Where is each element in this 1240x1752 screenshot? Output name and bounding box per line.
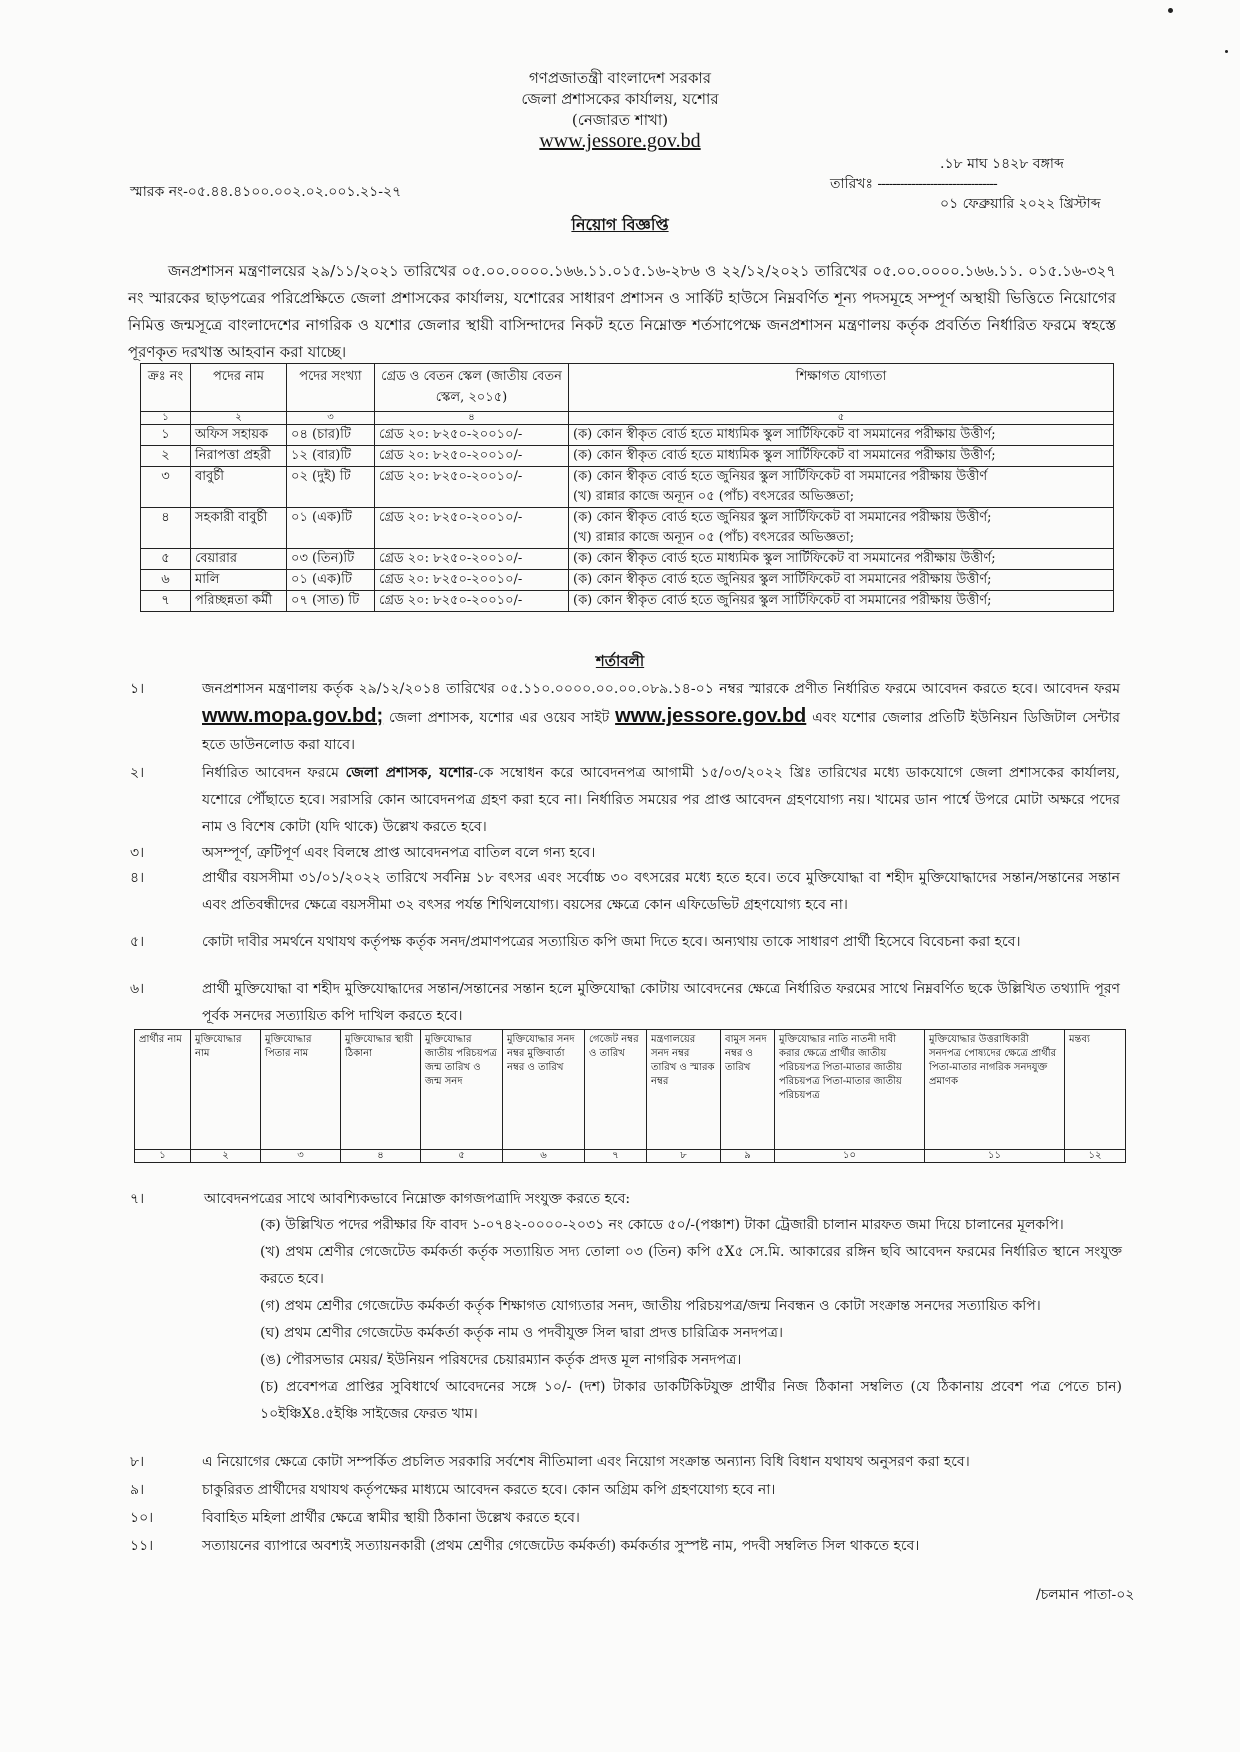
condition-text-part: নির্ধারিত আবেদন ফরমে: [202, 765, 339, 781]
scan-speck: [1168, 8, 1173, 13]
date-line: --------------------------------: [877, 176, 997, 192]
table-row: [141, 549, 1114, 570]
conditions-title: শর্তাবলী: [595, 652, 645, 670]
memo-number: স্মারক নং-০৫.৪৪.৪১০০.০০২.০২.০০১.২১-২৭: [130, 184, 402, 200]
condition-text-part: জেলা প্রশাসক, যশোর এর ওয়েব সাইট: [388, 710, 610, 726]
column-number: ২: [191, 412, 287, 425]
jessore-website-link[interactable]: www.jessore.gov.bd: [615, 705, 807, 727]
document-item-ga: (গ) প্রথম শ্রেণীর গেজেটেড কর্মকর্তা কর্তৃক শিক্ষাগত যোগ্যতার সনদ, জাতীয় পরিচয়পত্র/জন্ম নিবন্ধন ও কোটা সংক্রান্ত সনদের সত্যায়িত কপি।: [260, 1298, 1041, 1314]
ff-header-cell: মুক্তিযোদ্ধার উত্তরাধিকারী সনদপত্র পোষ্যদের ক্ষেত্রে প্রার্থীর পিতা-মাতার নাগরিক সনদযুক্ত প্রমাণক: [925, 1030, 1065, 1150]
row-grade: গ্রেড ২০: ৮২৫০-২০০১০/-: [375, 549, 569, 570]
ff-header-cell: মুক্তিযোদ্ধার স্থায়ী ঠিকানা: [341, 1030, 421, 1150]
condition-number: ৮।: [130, 1454, 145, 1470]
column-number: ৩: [287, 412, 375, 425]
header-post-count: পদের সংখ্যা: [287, 364, 375, 412]
row-serial: ১: [141, 425, 191, 446]
condition-number: ২।: [130, 765, 145, 781]
row-grade: গ্রেড ২০: ৮২৫০-২০০১০/-: [375, 570, 569, 591]
qualification-line: (ক) কোন স্বীকৃত বোর্ড হতে জুনিয়র স্কুল সার্টিফিকেট বা সমমানের পরীক্ষায় উত্তীর্ণ;: [573, 572, 992, 587]
column-number: ৭: [585, 1150, 647, 1163]
condition-number: ১।: [130, 681, 145, 697]
row-qualification: [569, 446, 1114, 467]
ff-header-cell: মুক্তিযোদ্ধার নাতি নাতনী দাবী করার ক্ষেত্রে প্রার্থীর জাতীয় পরিচয়পত্র পিতা-মাতার জাতীয় পরিচয়পত্র পিতা-মাতার জাতীয় পরিচয়পত্র: [775, 1030, 925, 1150]
row-post-name: নিরাপত্তা প্রহরী: [191, 446, 287, 467]
condition-10: [130, 1505, 1120, 1532]
row-qualification: [569, 591, 1114, 612]
ff-header-cell: গেজেট নম্বর ও তারিখ: [585, 1030, 647, 1150]
condition-number: ১১।: [130, 1538, 154, 1554]
qualification-line: (ক) কোন স্বীকৃত বোর্ড হতে মাধ্যমিক স্কুল সার্টিফিকেট বা সমমানের পরীক্ষায় উত্তীর্ণ;: [573, 551, 996, 566]
column-number: ১: [141, 412, 191, 425]
condition-text: আবেদনপত্রের সাথে আবশ্যিকভাবে নিম্নোক্ত কাগজপত্রাদি সংযুক্ত করতে হবে:: [204, 1191, 631, 1207]
row-post-name: সহকারী বাবুর্চী: [191, 508, 287, 549]
row-qualification: [569, 467, 1114, 508]
row-post-name: পরিচ্ছন্নতা কর্মী: [191, 591, 287, 612]
ff-header-cell: মুক্তিযোদ্ধার পিতার নাম: [261, 1030, 341, 1150]
condition-2: [130, 760, 1120, 841]
qualification-line: (ক) কোন স্বীকৃত বোর্ড হতে জুনিয়র স্কুল সার্টিফিকেট বা সমমানের পরীক্ষায় উত্তীর্ণ;: [573, 510, 992, 525]
document-item-ka: (ক) উল্লিখিত পদের পরীক্ষার ফি বাবদ ১-০৭৪২-০০০০-২০৩১ নং কোডে ৫০/-(পঞ্চাশ) টাকা ট্রেজারী চালান মারফত জমা দিয়ে চালানের মূলকপি।: [260, 1217, 1064, 1233]
table-row: [141, 467, 1114, 508]
row-post-count: ০৪ (চার)টি: [287, 425, 375, 446]
row-post-count: ০৭ (সাত) টি: [287, 591, 375, 612]
qualification-line: (ক) কোন স্বীকৃত বোর্ড হতে মাধ্যমিক স্কুল সার্টিফিকেট বা সমমানের পরীক্ষায় উত্তীর্ণ;: [573, 427, 996, 442]
condition-text: [202, 760, 1120, 841]
header-serial: ক্রঃ নং: [141, 364, 191, 412]
table-row: [141, 446, 1114, 467]
row-qualification: [569, 570, 1114, 591]
row-serial: ৭: [141, 591, 191, 612]
document-item-cha: (চ) প্রবেশপত্র প্রাপ্তির সুবিধার্থে আবেদনের সঙ্গে ১০/- (দশ) টাকার ডাকটিকিটযুক্ত প্রার্থীর নিজ ঠিকানা সম্বলিত (যে ঠিকানায় প্রবেশ পত্র পেতে চান) ১০ইঞ্চিX৪.৫ইঞ্চি সাইজের ফেরত খাম।: [260, 1379, 1122, 1422]
condition-8: [130, 1449, 1120, 1476]
ff-header-cell: মুক্তিযোদ্ধার নাম: [191, 1030, 261, 1150]
continuation-note: /চলমান পাতা-০২: [1036, 1587, 1135, 1603]
row-qualification: [569, 549, 1114, 570]
condition-1: [130, 676, 1120, 759]
condition-text: কোটা দাবীর সমর্থনে যথাযথ কর্তৃপক্ষ কর্তৃক সনদ/প্রমাণপত্রের সত্যায়িত কপি জমা দিতে হবে। অন্যথায় তাকে সাধারণ প্রার্থী হিসেবে বিবেচনা করা হবে।: [202, 934, 1021, 950]
row-qualification: [569, 425, 1114, 446]
row-serial: ৪: [141, 508, 191, 549]
column-number: ৪: [375, 412, 569, 425]
column-number: ৫: [569, 412, 1114, 425]
document-list: [260, 1212, 1122, 1428]
condition-text: চাকুরিরত প্রার্থীদের যথাযথ কর্তৃপক্ষের মাধ্যমে আবেদন করতে হবে। কোন অগ্রিম কপি গ্রহণযোগ্য হবে না।: [202, 1482, 776, 1498]
condition-number: ৪।: [130, 870, 145, 886]
column-number: ১২: [1065, 1150, 1126, 1163]
condition-number: ১০।: [130, 1510, 154, 1526]
condition-3: [130, 840, 1120, 867]
condition-7: [130, 1186, 1120, 1213]
row-grade: গ্রেড ২০: ৮২৫০-২০০১০/-: [375, 508, 569, 549]
notice-title: নিয়োগ বিজ্ঞপ্তি: [571, 215, 669, 234]
row-post-count: ০১ (এক)টি: [287, 570, 375, 591]
ff-header-row: [135, 1030, 1126, 1150]
header-website: www.jessore.gov.bd: [539, 130, 701, 152]
qualification-line: (খ) রান্নার কাজে অন্যূন ০৫ (পাঁচ) বৎসরের অভিজ্ঞতা;: [573, 530, 855, 545]
table-row: [141, 570, 1114, 591]
row-post-count: ০১ (এক)টি: [287, 508, 375, 549]
row-grade: গ্রেড ২০: ৮২৫০-২০০১০/-: [375, 425, 569, 446]
posts-table: [140, 363, 1114, 612]
column-number: ৪: [341, 1150, 421, 1163]
column-number: ৯: [721, 1150, 775, 1163]
row-post-name: বাবুর্চী: [191, 467, 287, 508]
row-post-count: ০২ (দুই) টি: [287, 467, 375, 508]
condition-number: ৭।: [130, 1191, 145, 1207]
row-serial: ৫: [141, 549, 191, 570]
column-number: ১: [135, 1150, 191, 1163]
date-label: তারিখঃ: [830, 176, 873, 192]
header-office: জেলা প্রশাসকের কার্যালয়, যশোর: [521, 90, 719, 108]
column-number: ৫: [421, 1150, 503, 1163]
ff-header-cell: মন্ত্রণালয়ের সনদ নম্বর তারিখ ও স্মারক নম্বর: [647, 1030, 721, 1150]
freedom-fighter-table: [134, 1029, 1126, 1163]
row-qualification: [569, 508, 1114, 549]
ff-header-cell: মুক্তিযোদ্ধার সনদ নম্বর মুক্তিবার্তা নম্বর ও তারিখ: [503, 1030, 585, 1150]
row-post-name: অফিস সহায়ক: [191, 425, 287, 446]
column-number: ৮: [647, 1150, 721, 1163]
document-item-kha: (খ) প্রথম শ্রেণীর গেজেটেড কর্মকর্তা কর্তৃক সত্যায়িত সদ্য তোলা ০৩ (তিন) কপি ৫X৫ সে.মি. আকারের রঙ্গিন ছবি আবেদন ফরমের নির্ধারিত স্থানে সংযুক্ত করতে হবে।: [260, 1244, 1122, 1287]
mopa-website-link[interactable]: www.mopa.gov.bd;: [202, 705, 384, 727]
row-post-count: ০৩ (তিন)টি: [287, 549, 375, 570]
ff-header-cell: বামুস সনদ নম্বর ও তারিখ: [721, 1030, 775, 1150]
table-row: [141, 508, 1114, 549]
posts-header-row: [141, 364, 1114, 412]
column-number: ২: [191, 1150, 261, 1163]
condition-number: ৯।: [130, 1482, 145, 1498]
table-row: [141, 591, 1114, 612]
condition-6: [130, 976, 1120, 1030]
header-government: গণপ্রজাতন্ত্রী বাংলাদেশ সরকার: [528, 69, 712, 87]
condition-5: [130, 929, 1120, 956]
column-number: ১০: [775, 1150, 925, 1163]
header-section: (নেজারত শাখা): [571, 111, 669, 129]
date-block: [830, 154, 1101, 214]
addressee-bold: জেলা প্রশাসক, যশোর: [345, 765, 474, 781]
office-header: [0, 68, 1240, 152]
condition-text-part: জনপ্রশাসন মন্ত্রণালয় কর্তৃক ২৯/১২/২০১৪ তারিখের ০৫.১১০.০০০০.০০.০০.০৮৯.১৪-০১ নম্বর স্মারকে প্রণীত নির্ধারিত ফরমে আবেদন করতে হবে। আবেদন ফরম: [202, 681, 1120, 697]
date-bangla: .১৮ মাঘ ১৪২৮ বঙ্গাব্দ: [940, 156, 1064, 172]
table-row: [141, 425, 1114, 446]
header-qualification: শিক্ষাগত যোগ্যতা: [569, 364, 1114, 412]
header-post-name: পদের নাম: [191, 364, 287, 412]
column-number: ১১: [925, 1150, 1065, 1163]
ff-number-row: [135, 1150, 1126, 1163]
condition-number: ৩।: [130, 845, 145, 861]
row-serial: ৬: [141, 570, 191, 591]
column-number: ৬: [503, 1150, 585, 1163]
qualification-line: (খ) রান্নার কাজে অন্যূন ০৫ (পাঁচ) বৎসরের অভিজ্ঞতা;: [573, 489, 855, 504]
qualification-line: (ক) কোন স্বীকৃত বোর্ড হতে জুনিয়র স্কুল সার্টিফিকেট বা সমমানের পরীক্ষায় উত্তীর্ণ;: [573, 593, 992, 608]
condition-text-part: এবং যশোর জেলার প্রতিটি ইউনিয়ন ডিজিটাল সেন্টার হতে ডাউনলোড করা যাবে।: [202, 710, 1121, 753]
qualification-line: (ক) কোন স্বীকৃত বোর্ড হতে জুনিয়র স্কুল সার্টিফিকেট বা সমমানের পরীক্ষায় উত্তীর্ণ: [573, 469, 988, 484]
condition-text: অসম্পূর্ণ, ত্রুটিপূর্ণ এবং বিলম্বে প্রাপ্ত আবেদনপত্র বাতিল বলে গন্য হবে।: [202, 845, 596, 861]
row-serial: ৩: [141, 467, 191, 508]
condition-text: প্রার্থীর বয়সসীমা ৩১/০১/২০২২ তারিখে সর্বনিম্ন ১৮ বৎসর এবং সর্বোচ্চ ৩০ বৎসরের মধ্যে হতে হবে। তবে মুক্তিযোদ্ধা বা শহীদ মুক্তিযোদ্ধাদের সন্তান/সন্তানের সন্তান এবং প্রতিবন্ধীদের ক্ষেত্রে বয়সসীমা ৩২ বৎসর পর্যন্ত শিথিলযোগ্য। বয়সের ক্ষেত্রে কোন এফিডেভিট গ্রহণযোগ্য হবে না।: [202, 870, 1120, 913]
row-grade: গ্রেড ২০: ৮২৫০-২০০১০/-: [375, 446, 569, 467]
condition-11: [130, 1533, 1120, 1560]
condition-number: ৬।: [130, 981, 145, 997]
document-item-gha: (ঘ) প্রথম শ্রেণীর গেজেটেড কর্মকর্তা কর্তৃক নাম ও পদবীযুক্ত সিল দ্বারা প্রদত্ত চারিত্রিক সনদপত্র।: [260, 1325, 783, 1341]
condition-number: ৫।: [130, 934, 145, 950]
condition-text: প্রার্থী মুক্তিযোদ্ধা বা শহীদ মুক্তিযোদ্ধাদের সন্তান/সন্তানের সন্তান হলে মুক্তিযোদ্ধা কোটায় আবেদনের ক্ষেত্রে নির্ধারিত ফরমের সাথে নিম্নবর্ণিত ছকে উল্লিখিত তথ্যাদি পূরণ পূর্বক সনদের সত্যায়িত কপি দাখিল করতে হবে।: [202, 981, 1120, 1024]
row-post-name: বেয়ারার: [191, 549, 287, 570]
condition-text: সত্যায়নের ব্যাপারে অবশ্যই সত্যায়নকারী (প্রথম শ্রেণীর গেজেটেড কর্মকর্তা) কর্মকর্তার সুস্পষ্ট নাম, পদবী সম্বলিত সিল থাকতে হবে।: [202, 1538, 920, 1554]
intro-paragraph: জনপ্রশাসন মন্ত্রণালয়ের ২৯/১১/২০২১ তারিখের ০৫.০০.০০০০.১৬৬.১১.০১৫.১৬-২৮৬ ও ২২/১২/২০২১ তারিখের ০৫.০০.০০০০.১৬৬.১১. ০১৫.১৬-৩২৭ নং স্মারকের ছাড়পত্রের পরিপ্রেক্ষিতে জেলা প্রশাসকের কার্যালয়, যশোরের সাধারণ প্রশাসন ও সার্কিট হাউসে নিম্নবর্ণিত শূন্য পদসমূহে সম্পূর্ণ অস্থায়ী ভিত্তিতে নিয়োগের নিমিত্ত জন্মসূত্রে বাংলাদেশের নাগরিক ও যশোর জেলার স্থায়ী বাসিন্দাদের নিকট হতে নিম্নোক্ত শর্তসাপেক্ষে জনপ্রশাসন মন্ত্রণালয় কর্তৃক প্রবর্তিত নির্ধারিত ফরমে স্বহস্তে পূরণকৃত দরখাস্ত আহবান করা যাচ্ছে।: [128, 262, 1116, 361]
condition-text-part: -কে সম্বোধন করে আবেদনপত্র আগামী ১৫/০৩/২০২২ খ্রিঃ তারিখের মধ্যে ডাকযোগে জেলা প্রশাসকের কার্যালয়, যশোরে পৌঁছাতে হবে। সরাসরি কোন আবেদনপত্র গ্রহণ করা হবে না। নির্ধারিত সময়ের পর প্রাপ্ত আবেদন গ্রহণযোগ্য নয়। খামের ডান পার্শ্বে উপরে মোটা অক্ষরে পদের নাম ও বিশেষ কোটা (যদি থাকে) উল্লেখ করতে হবে।: [202, 765, 1121, 835]
column-number: ৩: [261, 1150, 341, 1163]
posts-number-row: [141, 412, 1114, 425]
row-post-name: মালি: [191, 570, 287, 591]
document-item-uma: (ঙ) পৌরসভার মেয়র/ ইউনিয়ন পরিষদের চেয়ারম্যান কর্তৃক প্রদত্ত মূল নাগরিক সনদপত্র।: [260, 1352, 742, 1368]
row-post-count: ১২ (বার)টি: [287, 446, 375, 467]
ff-header-cell: মুক্তিযোদ্ধার জাতীয় পরিচয়পত্র জন্ম তারিখ ও জন্ম সনদ: [421, 1030, 503, 1150]
row-serial: ২: [141, 446, 191, 467]
date-english: ০১ ফেব্রুয়ারি ২০২২ খ্রিস্টাব্দ: [940, 196, 1101, 212]
ff-header-cell: প্রার্থীর নাম: [135, 1030, 191, 1150]
row-grade: গ্রেড ২০: ৮২৫০-২০০১০/-: [375, 467, 569, 508]
condition-text: বিবাহিত মহিলা প্রার্থীর ক্ষেত্রে স্বামীর স্থায়ী ঠিকানা উল্লেখ করতে হবে।: [202, 1510, 580, 1526]
header-grade: গ্রেড ও বেতন স্কেল (জাতীয় বেতন স্কেল, ২০১৫): [375, 364, 569, 412]
scan-speck: [1225, 50, 1228, 53]
ff-header-cell: মন্তব্য: [1065, 1030, 1126, 1150]
condition-4: [130, 865, 1120, 919]
condition-9: [130, 1477, 1120, 1504]
qualification-line: (ক) কোন স্বীকৃত বোর্ড হতে মাধ্যমিক স্কুল সার্টিফিকেট বা সমমানের পরীক্ষায় উত্তীর্ণ;: [573, 448, 996, 463]
condition-text: এ নিয়োগের ক্ষেত্রে কোটা সম্পর্কিত প্রচলিত সরকারি সর্বশেষ নীতিমালা এবং নিয়োগ সংক্রান্ত অন্যান্য বিধি বিধান যথাযথ অনুসরণ করা হবে।: [202, 1454, 970, 1470]
condition-text: [202, 676, 1120, 759]
row-grade: গ্রেড ২০: ৮২৫০-২০০১০/-: [375, 591, 569, 612]
